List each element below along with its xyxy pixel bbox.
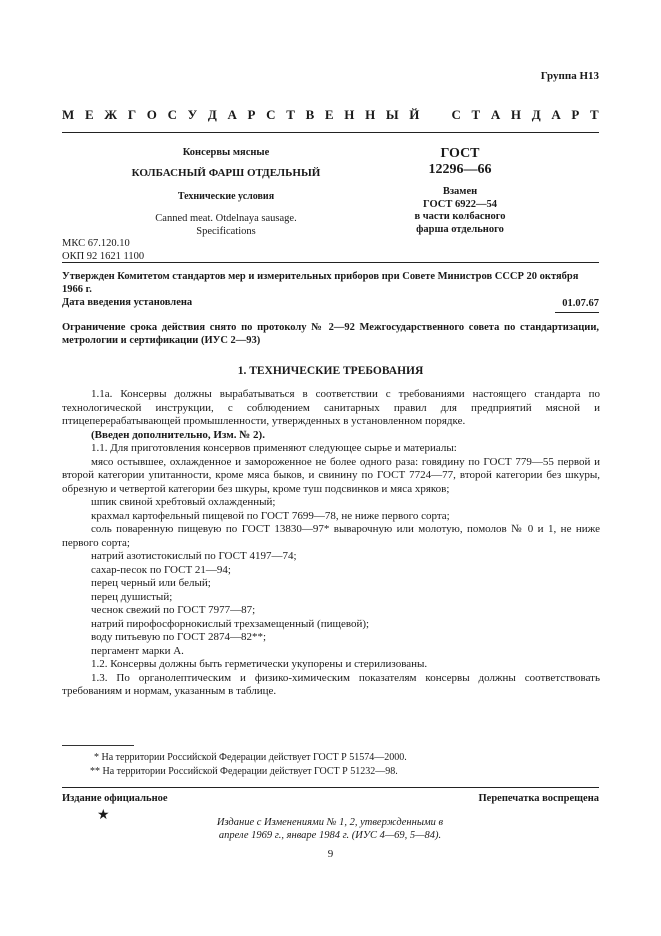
banner-letter: В [305, 107, 315, 122]
paragraph: 1.2. Консервы должны быть герметически укупорены и стерилизованы. [91, 658, 428, 670]
gost-number [400, 146, 520, 178]
list-item: чеснок свежий по ГОСТ 7977—87; [91, 604, 256, 616]
list-item: натрий пирофосфорнокислый трехзамещенный (пищевой); [91, 617, 370, 630]
banner-letter: У [187, 107, 198, 122]
date-label: Дата введения установлена [62, 297, 193, 308]
footer-divider [62, 787, 599, 788]
banner-letter: С [167, 107, 177, 122]
banner-letter: Н [344, 107, 355, 122]
banner-letter: Н [365, 107, 376, 122]
edition-line1: Издание с Изменениями № 1, 2, утвержденными в [216, 817, 444, 828]
list-item: перец черный или белый; [91, 577, 211, 589]
replaces-line3: в части колбасного [414, 211, 506, 222]
list-item: сахар-песок по ГОСТ 21—94; [91, 563, 231, 576]
list-item: перец душистый; [91, 590, 173, 603]
effective-date: 01.07.67 [562, 298, 599, 309]
section-title: 1. ТЕХНИЧЕСКИЕ ТРЕБОВАНИЯ [237, 365, 424, 377]
list-item: натрий азотистокислый по ГОСТ 4197—74; [91, 550, 297, 562]
date-underline [555, 312, 599, 313]
approval-statement [62, 270, 599, 309]
banner-letter: А [227, 107, 237, 122]
reprint-prohibited-label: Перепечатка воспрещена [478, 793, 599, 804]
banner-letter: А [490, 107, 501, 122]
paragraph: 1.3. По органолептическим и физико-химическим показателям консервы должны соответствовать требованиям и нормам, указанным в таблице. [62, 671, 600, 697]
banner-letter: Й [409, 107, 420, 122]
doc-category: Консервы мясные [182, 147, 270, 158]
banner-letter: Д [531, 107, 541, 122]
top-divider [62, 132, 599, 133]
list-item: шпик свиной хребтовый охлажденный; [91, 496, 276, 508]
banner-letter: Е [84, 107, 94, 122]
approval-text: Утвержден Комитетом стандартов мер и измерительных приборов при Совете Министров СССР 20 октября 1966 г. [62, 271, 579, 295]
banner-letter: Н [510, 107, 522, 122]
english-title-line1: Canned meat. Otdelnaya sausage. [155, 213, 297, 224]
star-icon: ★ [97, 808, 110, 823]
english-title-line2: Specifications [196, 226, 256, 237]
title-divider [62, 262, 599, 263]
banner-letter: Р [247, 107, 256, 122]
gost-code: 12296—66 [428, 162, 492, 177]
amendment-note: (Введен дополнительно, Изм. № 2). [91, 428, 265, 441]
classification-codes [62, 237, 144, 263]
banner-letter: Ы [385, 107, 399, 122]
standard-banner [62, 107, 599, 123]
edition-line2: апреле 1969 г., январе 1984 г. (ИУС 4—69, 5—84). [218, 830, 442, 841]
okp-code: ОКП 92 1621 1100 [62, 251, 145, 262]
replaces-block [400, 186, 520, 236]
doc-subtitle: Технические условия [177, 191, 275, 202]
banner-letter: А [551, 107, 561, 122]
list-item: пергамент марки А. [91, 644, 184, 657]
banner-letter: Т [590, 107, 599, 122]
list-item: крахмал картофельный пищевой по ГОСТ 7699—78, не ниже первого сорта; [91, 509, 450, 522]
list-item: воду питьевую по ГОСТ 2874—82**; [91, 631, 267, 643]
paragraph: 1.1а. Консервы должны вырабатываться в соответствии с требованиями настоящего стандарта по технологической инструкции, с соблюдением санитарных правил для предприятий мясной и птицеперерабатывающей промышленности, утвержденных в установленном порядке. [62, 388, 600, 427]
banner-letter: С [451, 107, 461, 122]
replaces-line2: ГОСТ 6922—54 [423, 198, 497, 210]
banner-letter: Е [324, 107, 334, 122]
banner-letter: Ж [104, 107, 118, 122]
replaces-line4: фарша отдельного [416, 223, 504, 235]
list-item: мясо остывшее, охлажденное и замороженное не более одного раза: говядину по ГОСТ 779—55 первой и второй категории упитанности, кроме мяса быков, и свинину по ГОСТ 7724—77, второй категории без шкуры, обрезную и четвертой категории без шкуры, кроме туш подсвинков и мяса хряков; [62, 455, 600, 495]
footnote: ** На территории Российской Федерации действует ГОСТ Р 51232—98. [90, 766, 398, 777]
paragraph: 1.1. Для приготовления консервов применяют следующее сырье и материалы: [91, 442, 457, 454]
footnote-divider [62, 745, 134, 746]
banner-letter: О [146, 107, 157, 122]
banner-letter: Т [286, 107, 295, 122]
footnote: * На территории Российской Федерации действует ГОСТ Р 51574—2000. [94, 752, 407, 763]
limitation-note: Ограничение срока действия снято по протоколу № 2—92 Межгосударственного совета по стандартизации, метрологии и сертификации (ИУС 2—93) [62, 322, 599, 346]
banner-letter: Г [127, 107, 137, 122]
banner-letter: С [266, 107, 276, 122]
group-code: Группа Н13 [540, 70, 599, 82]
banner-letter: Д [207, 107, 217, 122]
english-title [62, 212, 390, 238]
gost-label: ГОСТ [440, 146, 480, 161]
doc-title: КОЛБАСНЫЙ ФАРШ ОТДЕЛЬНЫЙ [131, 167, 321, 179]
replaces-line1: Взамен [442, 186, 478, 197]
page-number: 9 [327, 848, 334, 860]
banner-letter: Р [571, 107, 580, 122]
mks-code: МКС 67.120.10 [62, 238, 130, 249]
banner-letter: М [62, 107, 75, 122]
edition-note [200, 816, 460, 842]
section-body [62, 388, 600, 699]
list-item: соль поваренную пищевую по ГОСТ 13830—97* выварочную или молотую, помолов № 0 и 1, не ниже первого сорта; [62, 523, 600, 549]
official-edition-label: Издание официальное [62, 793, 168, 804]
banner-letter: Т [471, 107, 481, 122]
